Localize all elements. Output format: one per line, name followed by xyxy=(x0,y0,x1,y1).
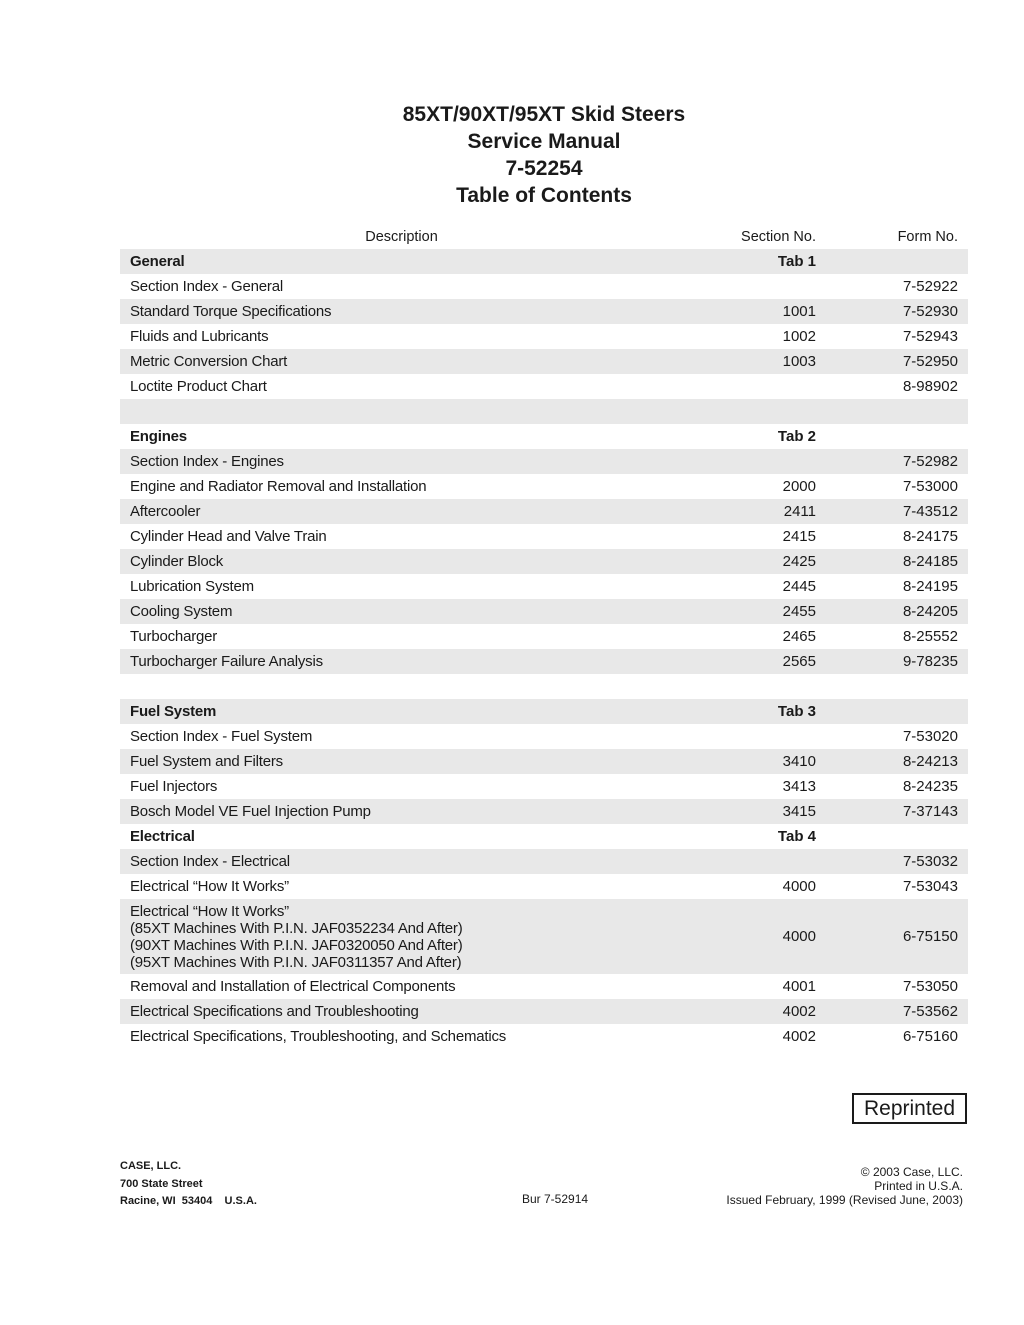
toc-form-number: 8-24205 xyxy=(902,603,958,620)
toc-description: Electrical Specifications and Troubleshooting xyxy=(130,1003,419,1020)
toc-section-heading xyxy=(120,249,968,274)
toc-form-number: 7-53043 xyxy=(902,878,958,895)
toc-form-number: 7-53050 xyxy=(902,978,958,995)
printed-in: Printed in U.S.A. xyxy=(874,1179,963,1193)
toc-form-number: 7-53020 xyxy=(902,728,958,745)
toc-description: Fuel Injectors xyxy=(130,778,218,795)
toc-form-number: 7-52930 xyxy=(902,303,958,320)
toc-row xyxy=(120,999,968,1024)
legal-info xyxy=(726,1165,963,1207)
toc-description: Electrical xyxy=(130,828,195,845)
toc-description: Section Index - Electrical xyxy=(130,853,290,870)
toc-section-number: 4000 xyxy=(782,928,816,945)
toc-section-number: 2411 xyxy=(783,503,816,520)
toc-section-heading xyxy=(120,824,968,849)
toc-row xyxy=(120,899,968,974)
toc-row xyxy=(120,349,968,374)
title-product: 85XT/90XT/95XT Skid Steers xyxy=(402,103,686,126)
toc-section-number: Tab 3 xyxy=(777,703,816,720)
toc-description: Standard Torque Specifications xyxy=(130,303,332,320)
toc-description-line: (95XT Machines With P.I.N. JAF0311357 And After) xyxy=(130,954,462,971)
toc-section-number: 1001 xyxy=(782,303,816,320)
toc-row xyxy=(120,274,968,299)
copyright: © 2003 Case, LLC. xyxy=(860,1165,963,1179)
document-title xyxy=(0,101,1024,209)
toc-description: Fluids and Lubricants xyxy=(130,328,269,345)
toc-row xyxy=(120,324,968,349)
bur-number: Bur 7-52914 xyxy=(522,1192,589,1206)
toc-section-number: Tab 4 xyxy=(777,828,816,845)
toc-form-number: 7-52950 xyxy=(902,353,958,370)
toc-description: Engine and Radiator Removal and Installation xyxy=(130,478,427,495)
toc-description: Turbocharger Failure Analysis xyxy=(130,653,323,670)
toc-table xyxy=(120,249,968,1049)
toc-section-number: 3415 xyxy=(782,803,816,820)
toc-description-line: (90XT Machines With P.I.N. JAF0320050 And After) xyxy=(130,937,463,954)
toc-description: Cooling System xyxy=(130,603,233,620)
toc-form-number: 8-24213 xyxy=(902,753,958,770)
toc-description: Bosch Model VE Fuel Injection Pump xyxy=(130,803,371,820)
toc-section-number: 3410 xyxy=(782,753,816,770)
toc-section-number: 2445 xyxy=(782,578,816,595)
toc-form-number: 8-25552 xyxy=(902,628,958,645)
toc-section-number: 2415 xyxy=(782,528,816,545)
toc-description: Section Index - Fuel System xyxy=(130,728,313,745)
company-address xyxy=(120,1158,257,1211)
toc-section-heading xyxy=(120,699,968,724)
toc-form-number: 8-24195 xyxy=(902,578,958,595)
toc-form-number: 6-75150 xyxy=(902,928,958,945)
toc-row xyxy=(120,674,968,699)
toc-section-number: 1002 xyxy=(782,328,816,345)
toc-section-number: 2000 xyxy=(782,478,816,495)
issue-date: Issued February, 1999 (Revised June, 2003) xyxy=(726,1193,963,1207)
toc-description: Fuel System xyxy=(130,703,217,720)
title-number: 7-52254 xyxy=(505,157,583,180)
toc-description: General xyxy=(130,253,185,270)
toc-section-number: 4000 xyxy=(782,878,816,895)
toc-description: Electrical Specifications, Troubleshooting, and Schematics xyxy=(130,1028,507,1045)
toc-description: Cylinder Head and Valve Train xyxy=(130,528,327,545)
toc-section-number: 2565 xyxy=(782,653,816,670)
toc-section-number: Tab 1 xyxy=(777,253,816,270)
toc-description-line: (85XT Machines With P.I.N. JAF0352234 And After) xyxy=(130,920,463,937)
toc-row xyxy=(120,774,968,799)
toc-row xyxy=(120,649,968,674)
toc-form-number: 7-43512 xyxy=(902,503,958,520)
toc-description: Turbocharger xyxy=(130,628,218,645)
company-street: 700 State Street xyxy=(120,1177,203,1190)
toc-section-number: 4002 xyxy=(782,1028,816,1045)
toc-form-number: 7-53032 xyxy=(902,853,958,870)
company-city: Racine, WI 53404 U.S.A. xyxy=(120,1195,257,1207)
toc-row xyxy=(120,849,968,874)
toc-form-number: 7-53000 xyxy=(902,478,958,495)
toc-row xyxy=(120,749,968,774)
toc-row xyxy=(120,974,968,999)
toc-row xyxy=(120,524,968,549)
toc-form-number: 7-52922 xyxy=(902,278,958,295)
reprinted-stamp: Reprinted xyxy=(852,1093,967,1124)
toc-description: Cylinder Block xyxy=(130,553,224,570)
toc-row xyxy=(120,624,968,649)
toc-section-number: Tab 2 xyxy=(777,428,816,445)
toc-row xyxy=(120,799,968,824)
toc-column-headers xyxy=(120,226,968,248)
toc-section-number: 4002 xyxy=(782,1003,816,1020)
toc-section-number: 1003 xyxy=(782,353,816,370)
toc-form-number: 7-52982 xyxy=(902,453,958,470)
toc-description-line: Electrical “How It Works” xyxy=(130,903,289,920)
toc-section-number: 2455 xyxy=(782,603,816,620)
toc-row xyxy=(120,1024,968,1049)
toc-description: Removal and Installation of Electrical Components xyxy=(130,978,456,995)
toc-row xyxy=(120,599,968,624)
toc-form-number: 8-24175 xyxy=(902,528,958,545)
toc-form-number: 9-78235 xyxy=(902,653,958,670)
title-toc: Table of Contents xyxy=(456,184,632,207)
toc-row xyxy=(120,299,968,324)
title-manual: Service Manual xyxy=(467,130,621,153)
toc-row xyxy=(120,874,968,899)
column-header-section: Section No. xyxy=(741,229,816,245)
toc-form-number: 7-37143 xyxy=(902,803,958,820)
toc-description xyxy=(130,903,463,971)
toc-row xyxy=(120,399,968,424)
toc-description: Section Index - General xyxy=(130,278,283,295)
toc-row xyxy=(120,499,968,524)
toc-row xyxy=(120,574,968,599)
toc-section-number: 3413 xyxy=(782,778,816,795)
toc-description: Loctite Product Chart xyxy=(130,378,267,395)
toc-row xyxy=(120,724,968,749)
toc-description: Fuel System and Filters xyxy=(130,753,283,770)
toc-form-number: 7-52943 xyxy=(902,328,958,345)
toc-form-number: 8-24235 xyxy=(902,778,958,795)
toc-section-number: 4001 xyxy=(782,978,816,995)
toc-description: Aftercooler xyxy=(130,503,201,520)
toc-description: Lubrication System xyxy=(130,578,254,595)
toc-section-number: 2425 xyxy=(782,553,816,570)
toc-form-number: 8-24185 xyxy=(902,553,958,570)
toc-form-number: 6-75160 xyxy=(902,1028,958,1045)
company-name: CASE, LLC. xyxy=(120,1160,182,1172)
toc-section-heading xyxy=(120,424,968,449)
toc-description: Electrical “How It Works” xyxy=(130,878,289,895)
toc-form-number: 7-53562 xyxy=(902,1003,958,1020)
toc-row xyxy=(120,474,968,499)
toc-row xyxy=(120,374,968,399)
column-header-description: Description xyxy=(365,229,438,245)
toc-section-number: 2465 xyxy=(782,628,816,645)
toc-description: Engines xyxy=(130,428,187,445)
toc-form-number: 8-98902 xyxy=(902,378,958,395)
column-header-form: Form No. xyxy=(897,229,958,245)
toc-row xyxy=(120,549,968,574)
toc-description: Metric Conversion Chart xyxy=(130,353,288,370)
toc-row xyxy=(120,449,968,474)
toc-description: Section Index - Engines xyxy=(130,453,284,470)
